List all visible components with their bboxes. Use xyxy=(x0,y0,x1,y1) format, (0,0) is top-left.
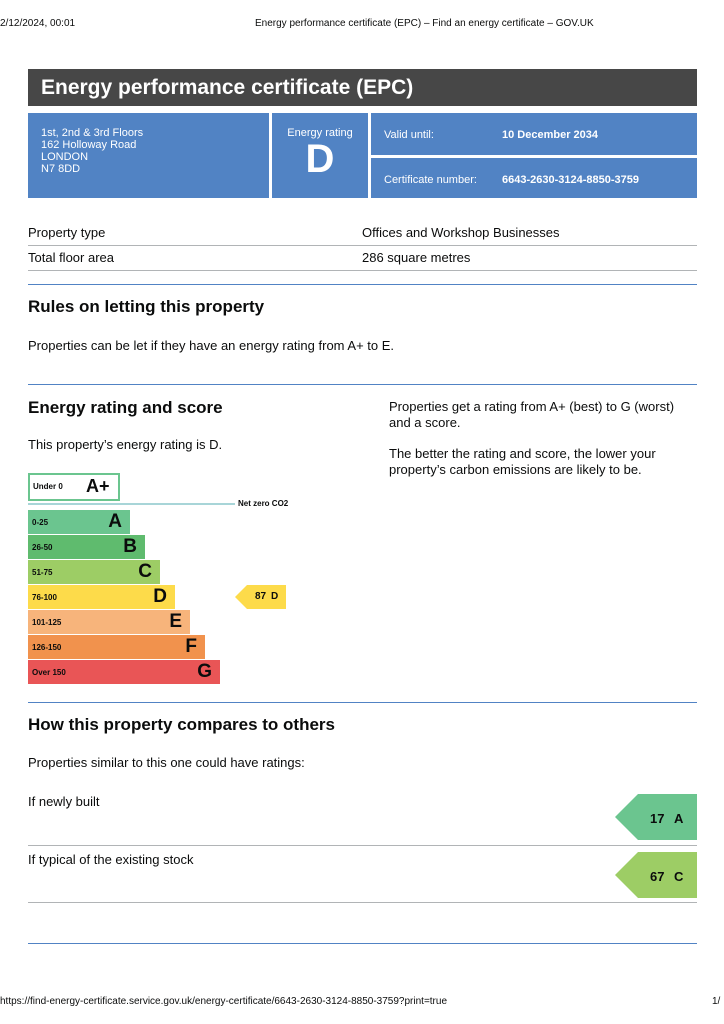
address-line: LONDON xyxy=(41,151,89,163)
band-letter: D xyxy=(153,586,167,607)
band-a xyxy=(28,510,130,534)
certificate-number-box xyxy=(371,158,697,198)
band-g xyxy=(28,660,220,684)
band-range: 0-25 xyxy=(32,518,49,527)
band-range: Over 150 xyxy=(32,668,66,677)
print-page: 1/ xyxy=(712,996,721,1007)
property-type-row xyxy=(28,221,697,246)
address-line: N7 8DD xyxy=(41,163,81,175)
compare-row-label: If newly built xyxy=(28,794,100,809)
compare-score: 17 xyxy=(650,811,665,826)
band-letter: C xyxy=(138,561,152,582)
address-box xyxy=(28,113,269,198)
current-rating-letter: D xyxy=(271,591,279,602)
certificate-number-value: 6643-2630-3124-8850-3759 xyxy=(502,174,640,186)
section-divider xyxy=(28,943,697,944)
band-letter: E xyxy=(169,611,182,632)
page-title: Energy performance certificate (EPC) xyxy=(41,76,414,99)
band-letter: F xyxy=(185,636,197,657)
band-range: Under 0 xyxy=(33,482,63,491)
letting-text: Properties can be let if they have an energy rating from A+ to E. xyxy=(28,338,395,353)
energy-rating-letter: D xyxy=(305,137,335,181)
score-heading: Energy rating and score xyxy=(28,398,223,417)
floor-area-row xyxy=(28,246,697,271)
print-title: Energy performance certificate (EPC) – Find an energy certificate – GOV.UK xyxy=(255,18,594,29)
band-range: 51-75 xyxy=(32,568,53,577)
band-range: 76-100 xyxy=(32,593,57,602)
property-type-value: Offices and Workshop Businesses xyxy=(362,225,560,240)
band-e xyxy=(28,610,190,634)
band-f xyxy=(28,635,205,659)
score-side-text-2: The better the rating and score, the lower your property’s carbon emissions are likely to be. xyxy=(389,446,656,477)
compare-row-label: If typical of the existing stock xyxy=(28,852,194,867)
compare-score: 67 xyxy=(650,869,665,884)
compare-text: Properties similar to this one could have ratings: xyxy=(28,755,305,770)
score-text: This property’s energy rating is D. xyxy=(28,437,223,452)
floor-area-label: Total floor area xyxy=(28,250,114,265)
compare-heading: How this property compares to others xyxy=(28,715,335,734)
compare-row-new xyxy=(28,786,697,846)
property-type-label: Property type xyxy=(28,225,106,240)
net-zero-line xyxy=(28,503,235,505)
page-title-bar xyxy=(28,69,697,106)
band-letter: B xyxy=(123,536,137,557)
compare-letter: C xyxy=(674,869,684,884)
valid-until-value: 10 December 2034 xyxy=(502,129,599,141)
band-b xyxy=(28,535,145,559)
band-d xyxy=(28,585,175,609)
band-range: 101-125 xyxy=(32,618,62,627)
net-zero-label: Net zero CO2 xyxy=(238,499,289,508)
compare-letter: A xyxy=(674,811,684,826)
score-side-text-1: Properties get a rating from A+ (best) to G (worst) and a score. xyxy=(389,399,675,430)
band-letter: A+ xyxy=(86,476,110,496)
valid-until-label: Valid until: xyxy=(384,129,434,141)
energy-rating-label: Energy rating xyxy=(287,127,353,139)
section-divider xyxy=(28,702,697,703)
valid-until-box xyxy=(371,113,697,155)
print-date: 2/12/2024, 00:01 xyxy=(0,18,76,29)
compare-row-typical xyxy=(28,846,697,903)
floor-area-value: 286 square metres xyxy=(362,250,471,265)
section-divider xyxy=(28,284,697,285)
band-a-plus xyxy=(28,473,120,501)
section-divider xyxy=(28,384,697,385)
print-url[interactable]: https://find-energy-certificate.service.gov.uk/energy-certificate/6643-2630-3124-8850-3759?print=true xyxy=(0,996,448,1007)
current-rating-arrow xyxy=(235,585,286,609)
band-letter: G xyxy=(197,661,212,682)
band-letter: A xyxy=(108,511,122,532)
letting-heading: Rules on letting this property xyxy=(28,297,265,316)
certificate-number-label: Certificate number: xyxy=(384,174,477,186)
address-line: 1st, 2nd & 3rd Floors xyxy=(41,127,144,139)
address-line: 162 Holloway Road xyxy=(41,139,137,151)
current-rating-score: 87 xyxy=(255,591,267,602)
band-c xyxy=(28,560,160,584)
energy-rating-box xyxy=(272,113,368,198)
band-range: 26-50 xyxy=(32,543,53,552)
band-range: 126-150 xyxy=(32,643,62,652)
